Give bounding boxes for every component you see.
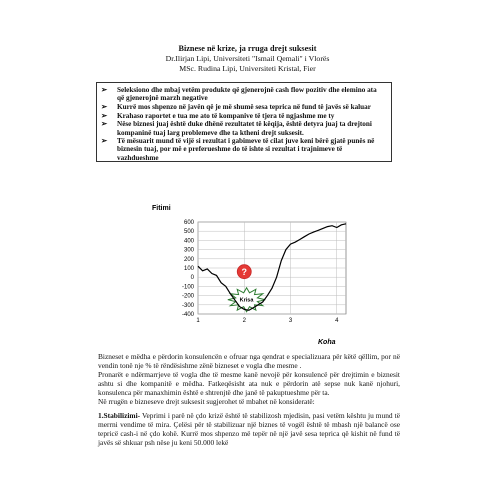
paragraph-3: Në rrugën e bizneseve drejt suksesit sugjerohet të mbahet në konsideratë: (98, 397, 315, 406)
tip-item (101, 137, 385, 162)
x-tick-label: 3 (288, 318, 293, 324)
chart-grid (198, 222, 346, 314)
section-heading-stabilizimi: 1.Stabilizimi- (98, 411, 141, 420)
body-text (98, 352, 400, 447)
question-mark-glyph: ? (241, 266, 247, 277)
tip-item (101, 103, 385, 111)
crisis-burst-icon (228, 288, 265, 312)
y-tick-label: 200 (183, 256, 194, 263)
y-axis-label: Fitimi (152, 205, 171, 212)
y-tick-label: -300 (181, 302, 194, 309)
tip-text: Të mësuarit mund të vijë si rezultat i gabimeve të cilat juve keni bërë gjatë punës në biznesin tuaj, por më e preferueshme do të ishte si rezultat i trajnimeve të vazhdueshme (117, 137, 375, 162)
tip-item (101, 112, 385, 120)
y-tick-label: -400 (181, 312, 194, 318)
x-tick-labels (196, 318, 339, 324)
y-tick-labels (182, 220, 195, 318)
arrow-bullet-icon: ➢ (101, 101, 108, 111)
x-tick-label: 1 (196, 318, 200, 324)
y-tick-label: -100 (181, 284, 194, 291)
paragraph-4-text: Veprimi i parë në çdo krizë është të stabilizosh mjedisin, pasi vetëm kështu ju mund të merrni vendime të mira. Çelësi për të stabilizuar një biznes të vogël është të mbash një balancë ose tepricë cash-i në çdo kohë. Kurrë mos shpenzo më tepër në një javë sesa teprica që kishit në fund të javës së shkuar psh nëse ju keni 50.000 lekë (98, 411, 400, 447)
paragraph-2: Pronarët e ndërmarrjeve të vogla dhe të mesme kanë nevojë për konsulencë për drejtimin e biznesit ashtu si dhe kompanitë e mëdha. Fatkeqësisht ata nuk e përdorin atë sepse nuk kanë njohuri, konsulenca për manaxhimin është e shtrenjtë dhe janë të pakuptueshme për ta. (98, 370, 400, 397)
tip-text: Nëse biznesi juaj është duke dhënë rezultatet të këqija, është detyra juaj ta drejtoni kompaninë tuaj larg problemeve dhe ta ktheni drejt suksesit. (117, 120, 372, 137)
tips-list (101, 86, 385, 162)
arrow-bullet-icon: ➢ (101, 136, 108, 146)
y-tick-label: 0 (190, 275, 194, 282)
author-line-1: Dr.Ilirjan Lipi, Universiteti "Ismail Qemali" i Vlorës (165, 54, 330, 63)
arrow-bullet-icon: ➢ (101, 85, 108, 94)
tips-box (96, 82, 392, 162)
profit-series-line (198, 224, 346, 310)
profit-chart-svg (150, 198, 350, 348)
y-tick-label: -200 (181, 293, 194, 300)
x-tick-label: 4 (335, 318, 339, 324)
y-tick-label: 500 (183, 229, 194, 236)
paragraph-1: Bizneset e mëdha e përdorin konsulencën e ofruar nga qendrat e specializuara për këtë qëllim, por në vendin tonë nje % të rëndësishme zënë bizneset e vogla dhe mesme . (98, 352, 400, 370)
paper-header (0, 44, 495, 73)
tip-item (101, 120, 385, 136)
arrow-bullet-icon: ➢ (101, 110, 108, 120)
tip-text: Kurrë mos shpenzo në javën që je më shumë sesa teprica në fund të javës së kaluar (117, 102, 371, 111)
x-tick-label: 2 (242, 318, 246, 324)
tip-item (101, 86, 385, 102)
arrow-bullet-icon: ➢ (101, 119, 108, 129)
x-axis-label: Koha (318, 339, 336, 346)
question-mark-icon (237, 265, 251, 279)
crisis-label: Krisa (239, 297, 254, 304)
author-line-2: MSc. Rudina Lipi, Universiteti Kristal, Fier (179, 63, 316, 73)
y-tick-label: 400 (183, 238, 194, 245)
paragraph-4 (98, 411, 400, 447)
profit-chart (150, 198, 350, 348)
paper-title: Biznese në krize, ja rruga drejt suksesit (178, 44, 317, 53)
y-tick-label: 100 (183, 266, 194, 272)
tip-text: Seleksiono dhe mbaj vetëm produkte që gjenerojnë cash flow pozitiv dhe elemino ata që gjenerojnë marzh negative (117, 86, 377, 103)
y-tick-label: 300 (183, 247, 194, 254)
tip-text: Krahaso raportet e tua me ato të kompanive të tjera të ngjashme me ty (117, 111, 335, 120)
y-tick-label: 600 (183, 220, 194, 226)
